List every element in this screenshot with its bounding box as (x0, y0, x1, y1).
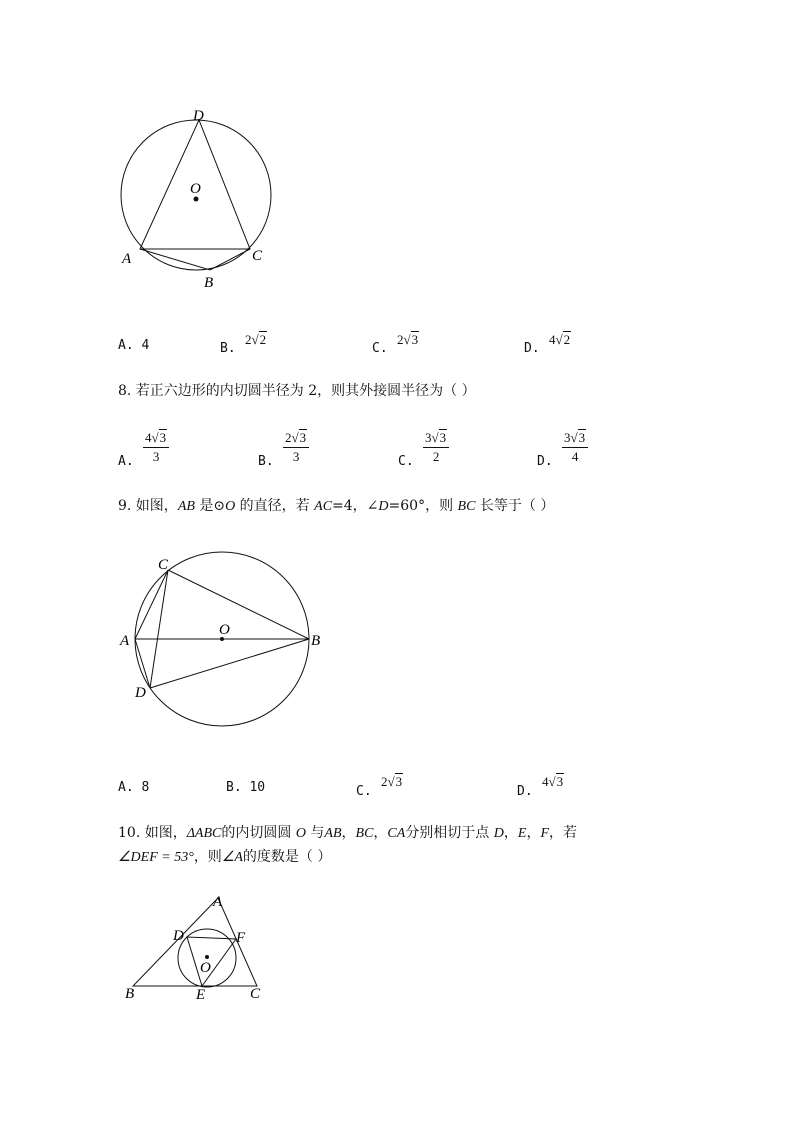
figure-q7 (110, 105, 290, 295)
q9-option-a: A. 8 (118, 780, 150, 795)
q9-option-d: D. (517, 784, 533, 799)
label-f: F (236, 930, 246, 946)
q8-option-c: C. (398, 454, 414, 469)
q7-option-d: D. (524, 341, 540, 356)
q8-option-d: D. (537, 454, 553, 469)
q9-option-c-value: 2√3 (381, 774, 403, 789)
q8-option-a-value: $\frac{4√3}{3}$ (143, 430, 169, 465)
label-d: D (135, 685, 146, 701)
q8-option-b-value: $\frac{2√3}{3}$ (283, 430, 309, 465)
label-o: O (190, 181, 201, 197)
label-a: A (122, 251, 132, 267)
segment-ad (135, 639, 150, 688)
label-b: B (311, 633, 321, 649)
segment-db (150, 639, 309, 688)
q8-option-b: B. (258, 454, 274, 469)
q7-option-b-value: 2√2 (245, 332, 267, 347)
label-a: A (213, 894, 223, 910)
label-c: C (158, 557, 169, 573)
question-9: 9. 如图，AB 是⊙O 的直径，若 AC=4，∠D=60°，则 BC 长等于（ ） (118, 498, 555, 514)
q7-option-b: B. (220, 341, 236, 356)
label-c: C (252, 248, 263, 264)
q9-option-c: C. (356, 784, 372, 799)
q9-option-b: B. 10 (226, 780, 266, 795)
q7-option-d-value: 4√2 (549, 332, 571, 347)
label-b: B (125, 986, 135, 1002)
label-b: B (204, 275, 214, 291)
figure-q10 (115, 890, 275, 1010)
question-8: 8. 若正六边形的内切圆半径为 2，则其外接圆半径为（ ） (118, 383, 476, 399)
q7-option-c-value: 2√3 (397, 332, 419, 347)
label-o: O (219, 622, 230, 638)
q8-option-a: A. (118, 454, 134, 469)
center-point-o (205, 955, 209, 959)
figure-q9 (115, 545, 330, 760)
q7-option-a: A. 4 (118, 338, 150, 353)
q9-option-d-value: 4√3 (542, 774, 564, 789)
label-d: D (193, 108, 204, 124)
q8-option-c-value: $\frac{3√3}{2}$ (423, 430, 449, 465)
triangle-def (187, 937, 236, 986)
q7-option-c: C. (372, 341, 388, 356)
question-10-line-1: 10. 如图，ΔABC的内切圆圆 O 与AB，BC，CA分别相切于点 D，E，F，若 (118, 825, 578, 841)
q8-option-d-value: $\frac{3√3}{4}$ (562, 430, 588, 465)
label-a: A (120, 633, 130, 649)
segment-cb (168, 570, 309, 639)
question-10-line-2: ∠DEF = 53°，则∠A的度数是（ ） (118, 849, 332, 865)
label-d: D (173, 928, 184, 944)
label-e: E (196, 987, 206, 1003)
label-o: O (200, 960, 211, 976)
label-c: C (250, 986, 261, 1002)
center-point-o (194, 197, 199, 202)
